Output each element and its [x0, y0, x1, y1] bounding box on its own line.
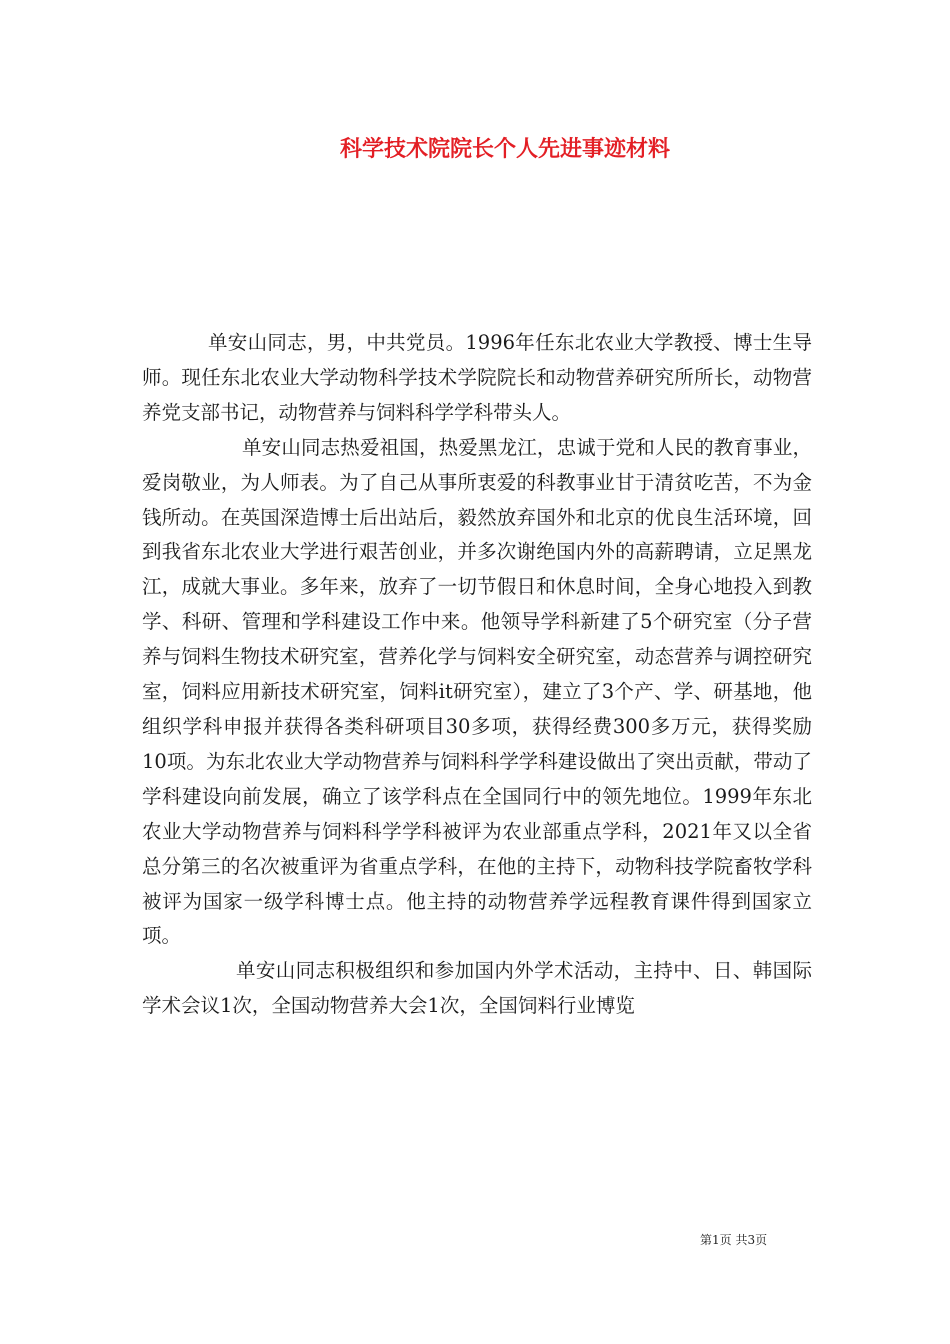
page-number-footer: 第1页 共3页	[700, 1233, 768, 1247]
document-title: 科学技术院院长个人先进事迹材料	[339, 136, 670, 162]
paragraph-1: 单安山同志，男，中共党员。1996年任东北农业大学教授、博士生导师。现任东北农业大学动物科学技术学院院长和动物营养研究所所长，动物营养党支部书记，动物营养与饲料科学学科带头人。	[142, 331, 812, 424]
document-body	[142, 326, 812, 1024]
paragraph-2: 单安山同志热爱祖国，热爱黑龙江，忠诚于党和人民的教育事业，爱岗敬业，为人师表。为了自己从事所衷爱的科教事业甘于清贫吃苦，不为金钱所动。在英国深造博士后出站后，毅然放弃国外和北京的优良生活环境，回到我省东北农业大学进行艰苦创业，并多次谢绝国内外的高薪聘请，立足黑龙江，成就大事业。多年来，放弃了一切节假日和休息时间，全身心地投入到教学、科研、管理和学科建设工作中来。他领导学科新建了5个研究室（分子营养与饲料生物技术研究室，营养化学与饲料安全研究室，动态营养与调控研究室，饲料应用新技术研究室，饲料it研究室），建立了3个产、学、研基地，他组织学科申报并获得各类科研项目30多项，获得经费300多万元，获得奖励10项。为东北农业大学动物营养与饲料科学学科建设做出了突出贡献，带动了学科建设向前发展，确立了该学科点在全国同行中的领先地位。1999年东北农业大学动物营养与饲料科学学科被评为农业部重点学科，2021年又以全省总分第三的名次被重评为省重点学科，在他的主持下，动物科技学院畜牧学科被评为国家一级学科博士点。他主持的动物营养学远程教育课件得到国家立项。	[142, 435, 812, 948]
paragraph-3: 单安山同志积极组织和参加国内外学术活动，主持中、日、韩国际学术会议1次，全国动物营养大会1次，全国饲料行业博览	[142, 959, 812, 1018]
